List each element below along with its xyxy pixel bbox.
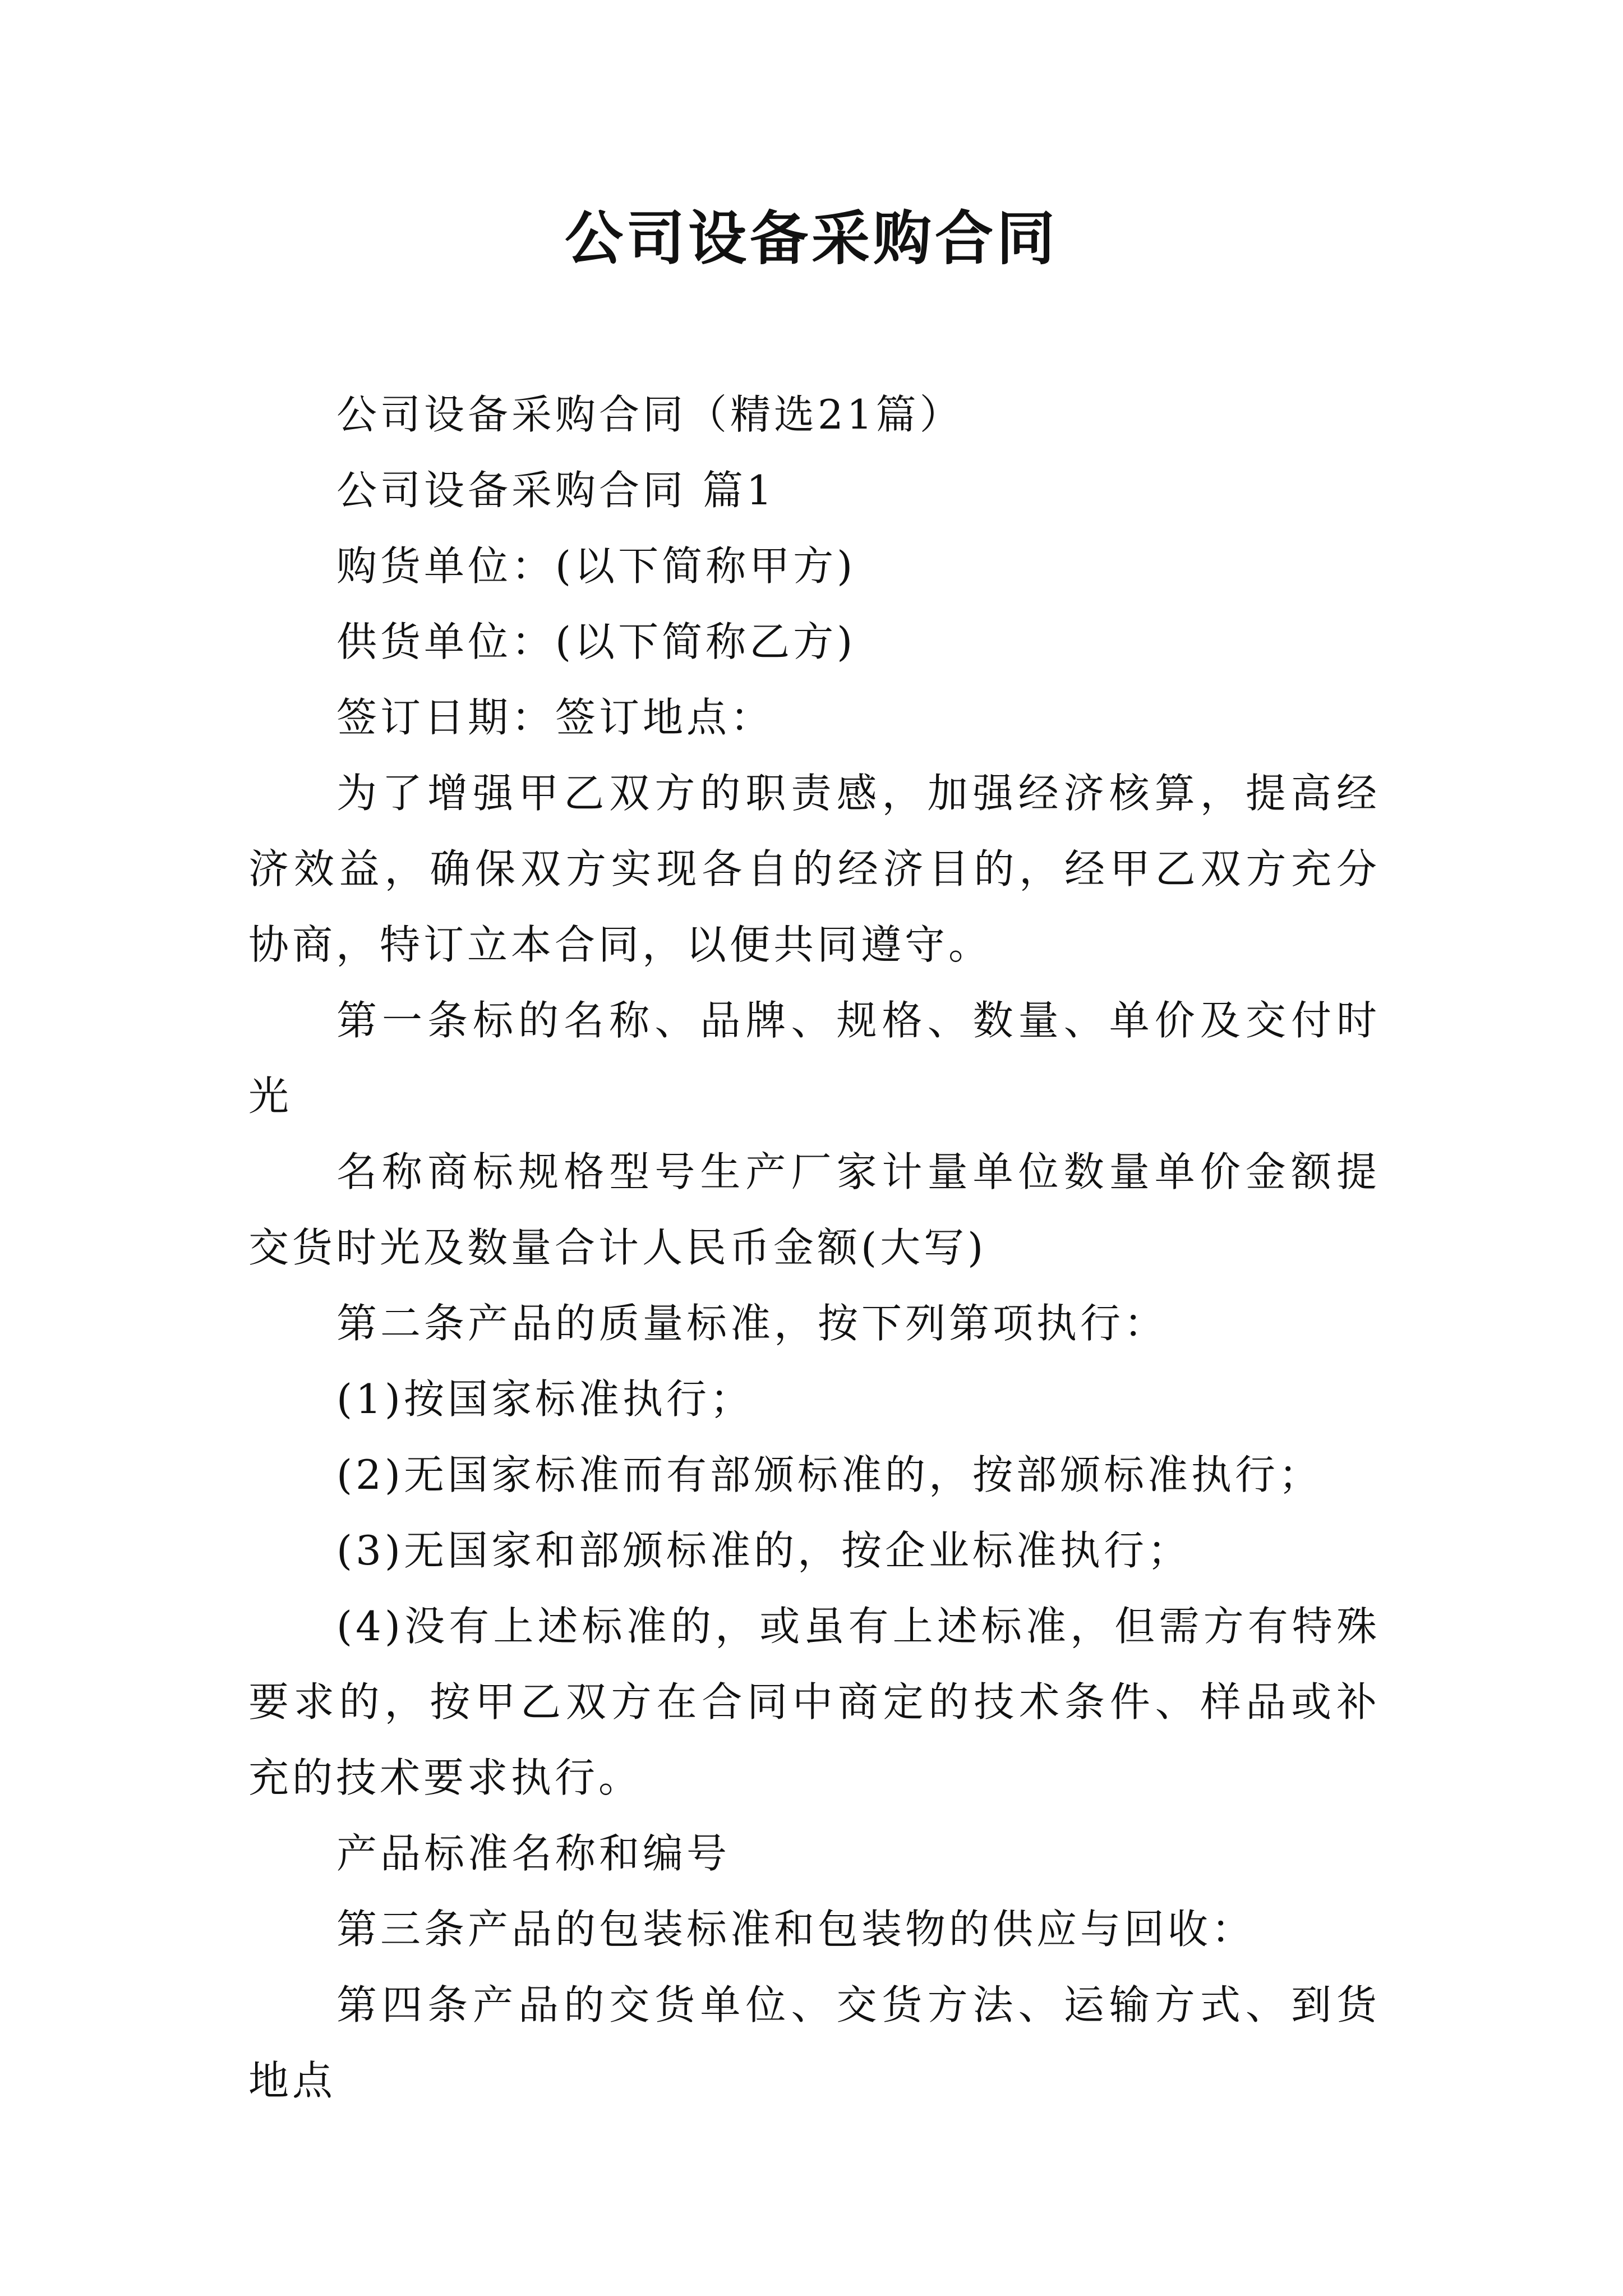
document-body <box>248 377 1380 2119</box>
paragraph-clause-2: 第二条产品的质量标准，按下列第项执行： <box>336 1300 1168 1347</box>
paragraph-clause-2-item-3: (3)无国家和部颁标准的，按企业标准执行； <box>336 1527 1191 1574</box>
paragraph-clause-2-item-4: (4)没有上述标准的，或虽有上述标准，但需方有特殊要求的，按甲乙双方在合同中商定的技术条件、样品或补充的技术要求执行。 <box>248 1603 1380 1801</box>
paragraph-clause-1: 第一条标的名称、品牌、规格、数量、单价及交付时光 <box>248 997 1380 1120</box>
paragraph-product-standard: 产品标准名称和编号 <box>336 1830 731 1877</box>
paragraph-article-number: 公司设备采购合同 篇1 <box>336 467 776 514</box>
paragraph-clause-1-table: 名称商标规格型号生产厂家计量单位数量单价金额提交货时光及数量合计人民币金额(大写) <box>248 1148 1380 1271</box>
paragraph-supplier: 供货单位：(以下简称乙方) <box>336 618 856 665</box>
paragraph-sign-date-place: 签订日期：签订地点： <box>336 694 774 741</box>
paragraph-buyer: 购货单位：(以下简称甲方) <box>336 542 856 590</box>
paragraph-clause-3: 第三条产品的包装标准和包装物的供应与回收： <box>336 1906 1256 1953</box>
paragraph-clause-2-item-1: (1)按国家标准执行； <box>336 1375 754 1423</box>
paragraph-preamble: 为了增强甲乙双方的职责感，加强经济核算，提高经济效益，确保双方实现各自的经济目的，经甲乙双方充分协商，特订立本合同，以便共同遵守。 <box>248 770 1380 968</box>
paragraph-clause-4: 第四条产品的交货单位、交货方法、运输方式、到货地点 <box>248 1981 1380 2104</box>
paragraph-clause-2-item-2: (2)无国家标准而有部颁标准的，按部颁标准执行； <box>336 1451 1322 1498</box>
paragraph-heading-selection: 公司设备采购合同（精选21篇） <box>336 391 963 438</box>
document-title: 公司设备采购合同 <box>564 204 1058 273</box>
